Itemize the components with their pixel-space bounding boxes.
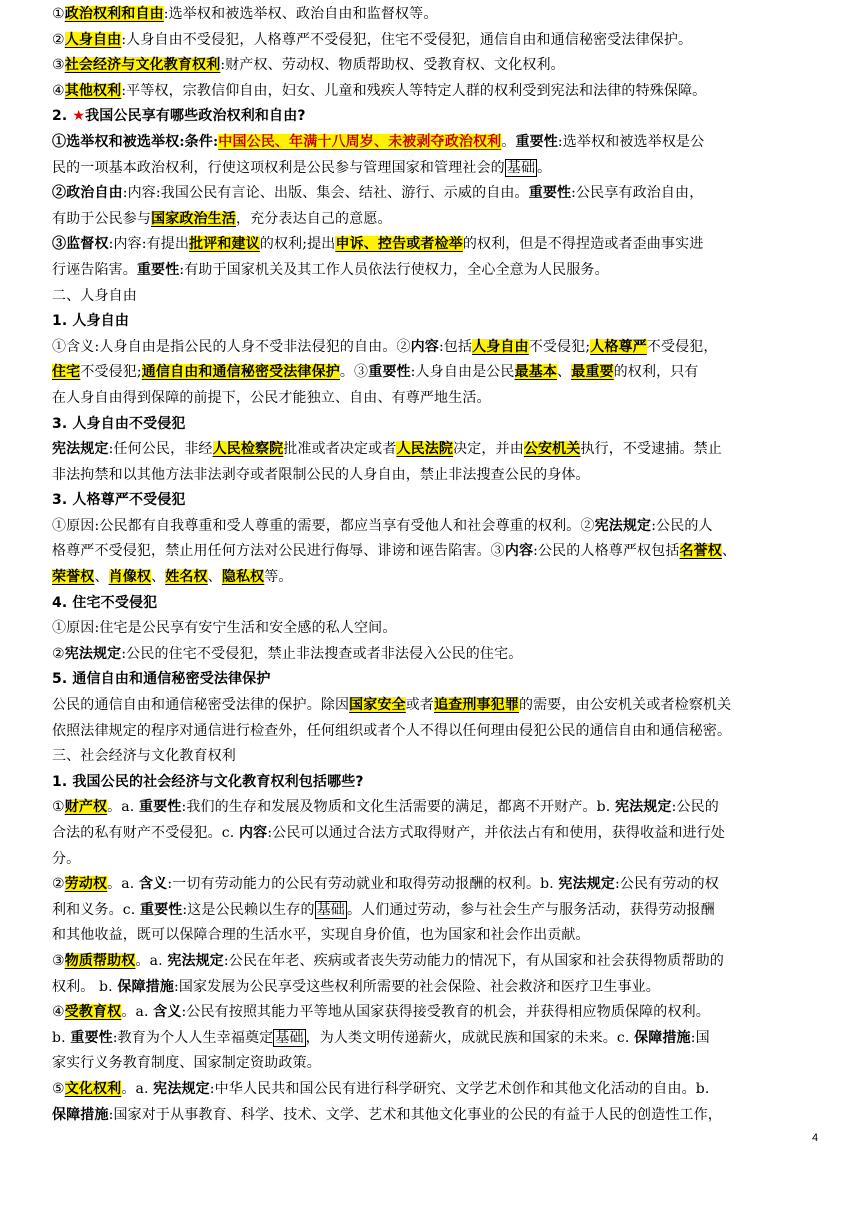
text-span: 重要性 [136,261,180,278]
text-span: 宪法规定 [153,1080,210,1097]
text-span: 民的一项基本政治权利，行使这项权利是公民参与管理国家和管理社会的 [52,159,505,176]
text-line [52,744,812,770]
boxed-term: 基础 [316,901,345,918]
text-span: ⑤ [52,1080,65,1097]
text-span: 家实行义务教育制度、国家制定资助政策。 [52,1055,321,1072]
text-line [52,642,812,668]
text-span: ④ [52,1004,65,1021]
text-span: 宪法规定 [64,645,122,662]
highlighted-term: 住宅 [52,364,81,381]
text-span: 。③ [339,364,369,381]
text-span: 的权利，只有 [613,364,699,381]
text-span: 3. 人身自由不受侵犯 [52,415,186,432]
text-line [52,28,812,54]
text-line [52,565,812,591]
page-number: 4 [812,1132,819,1144]
text-span: 分。 [52,850,81,867]
text-line [52,898,812,924]
text-span: 、 [721,543,737,560]
text-line [52,79,812,105]
text-span: 内容 [239,825,268,841]
highlighted-term: 申诉、控告或者检举 [335,236,463,253]
text-span: 重要性 [139,901,183,918]
text-span: :国家发展为公民享受这些权利所需要的社会保险、社会救济和医疗卫生事业。 [173,978,660,995]
text-span: :公民享有政治自由， [571,185,704,202]
text-span: 重要性 [368,364,411,381]
text-span: 保障措施 [117,978,174,995]
highlighted-term: 财产权 [64,799,108,816]
text-span: 的权利;提出 [259,236,336,253]
highlighted-term: 物质帮助权 [64,952,136,969]
text-span: 。 [501,133,516,150]
text-span: :选举权和被选举权是公 [557,133,705,150]
highlighted-term: 国家安全 [349,697,406,714]
highlighted-term: 人民法院 [396,441,454,458]
text-span: 2. [52,108,73,125]
text-span: 。人们通过劳动，参与社会生产与服务活动，获得劳动报酬 [346,901,715,918]
text-span: 宪法规定 [558,876,616,893]
text-span: ，为人类文明传递薪火，成就民族和国家的未来。c. [305,1029,635,1046]
text-span: 行诬告陷害。 [52,261,137,278]
highlighted-term: 其他权利 [64,82,122,99]
text-span: :一切有劳动能力的公民有劳动就业和取得劳动报酬的权利。b. [167,876,559,893]
text-span: :财产权、劳动权、物质帮助权、受教育权、文化权利。 [220,57,565,74]
text-span: ③ [52,57,65,74]
text-span: 。a. [121,1080,154,1097]
text-span: :内容:有提出 [108,236,190,253]
text-span: :我们的生存和发展及物质和文化生活需要的满足，都离不开财产。b. [181,799,615,816]
text-line [52,53,812,79]
text-span: :有助于国家机关及其工作人员依法行使权力，全心全意为人民服务。 [179,261,609,278]
text-span: ① [52,6,65,22]
text-span: 不受侵犯; [80,364,142,381]
text-span: 的权利，但是不得捏造或者歪曲事实进 [462,236,704,253]
text-span: :国 [690,1029,710,1046]
text-span: 宪法规定 [167,952,224,969]
text-span: :公民有劳动的权 [615,876,719,893]
boxed-term: 基础 [275,1029,304,1046]
text-span: :公民可以通过合法方式取得财产，并依法占有和使用，获得收益和进行处 [267,825,725,841]
text-span: 5. 通信自由和通信秘密受法律保护 [52,671,271,688]
text-line [52,591,812,617]
text-line [52,923,812,949]
text-span: :公民的 [671,799,719,816]
highlighted-term: 受教育权 [64,1004,122,1021]
text-span: :公民有按照其能力平等地从国家获得接受教育的机会，并获得相应物质保障的权利。 [181,1004,710,1021]
text-span: 执行，不受逮捕。禁止 [580,441,722,458]
text-span: 权利。 b. [52,978,118,995]
text-span: ② [52,876,65,893]
text-span: 重要性 [139,799,182,816]
text-span: 、 [557,364,572,381]
text-span: :中华人民共和国公民有进行科学研究、文学艺术创作和其他文化活动的自由。b. [209,1080,710,1097]
text-line [52,847,812,873]
text-span: 有助于公民参与 [52,210,152,227]
text-span: 含义 [153,1004,182,1021]
highlighted-term: 批评和建议 [189,236,260,253]
text-span: 内容 [410,338,439,355]
text-line [52,130,812,156]
text-span: :这是公民赖以生存的 [182,901,315,918]
highlighted-term: 文化权利 [64,1080,122,1097]
text-span: 、 [207,569,222,586]
text-span: 。a. [121,1004,154,1021]
text-span: ①选举权和被选举权 [52,133,180,150]
text-span: 的需要，由公安机关或者检察机关 [518,697,732,714]
highlighted-term: 最重要 [571,364,614,381]
text-span: 1. 我国公民的社会经济与文化教育权利包括哪些? [52,773,364,790]
highlighted-term: 人民检察院 [212,441,284,458]
text-span: 重要性 [515,133,558,150]
text-line [52,770,812,796]
text-line [52,360,812,386]
text-span: b. [52,1029,71,1046]
text-line [52,1103,812,1129]
highlighted-term: 通信自由和通信秘密受法律保护 [141,364,340,381]
text-line [52,693,812,719]
text-span: 、 [151,569,166,586]
text-span: 重要性 [70,1029,113,1046]
text-span: 3. 人格尊严不受侵犯 [52,492,186,509]
text-span: ②政治自由 [52,185,123,202]
text-span: :公民的人 [651,517,713,534]
highlighted-term: 追查刑事犯罪 [434,697,519,714]
text-span: 等。 [264,569,293,586]
text-span: 。 [537,159,552,176]
text-span: :任何公民，非经 [108,441,213,458]
text-span: 内容 [504,543,534,560]
text-line [52,309,812,335]
text-line [52,616,812,642]
text-span: 二、人身自由 [52,287,137,304]
text-span: 不受侵犯， [646,338,718,355]
text-line [52,488,812,514]
text-span: 重要性 [528,185,572,202]
text-span: ② [52,645,65,662]
text-span: :人身自由是公民 [410,364,515,381]
text-line [52,412,812,438]
text-span: ③监督权 [52,236,109,253]
highlighted-term: 名誉权 [679,543,722,560]
text-span: 保障措施 [52,1106,109,1123]
text-span: :内容:我国公民有言论、出版、集会、结社、游行、示威的自由。 [122,185,529,202]
highlighted-term: 人格尊严 [590,338,647,355]
text-span: 不受侵犯; [528,338,591,355]
text-line [52,514,812,540]
text-span: 在人身自由得到保障的前提下，公民才能独立、自由、有尊严地生活。 [52,389,491,406]
text-span: ★ [72,108,86,125]
text-line [52,795,812,821]
text-line [52,181,812,207]
text-line [52,284,812,310]
text-span: 和其他收益，既可以保障合理的生活水平，实现自身价值，也为国家和社会作出贡献。 [52,927,590,944]
text-span: ① [52,799,65,816]
highlighted-term: 人身自由 [64,31,122,48]
highlighted-term: 公安机关 [523,441,581,458]
text-span: :人身自由不受侵犯，人格尊严不受侵犯，住宅不受侵犯，通信自由和通信秘密受法律保护。 [121,31,693,48]
highlighted-term: 劳动权 [64,876,108,893]
text-line [52,667,812,693]
text-line [52,437,812,463]
text-line [52,386,812,412]
text-line [52,1077,812,1103]
text-span: 。a. [135,952,168,969]
text-line [52,2,812,28]
text-line [52,156,812,182]
text-span: 三、社会经济与文化教育权利 [52,748,236,765]
text-span: 非法拘禁和以其他方法非法剥夺或者限制公民的人身自由，禁止非法搜查公民的身体。 [52,466,590,483]
text-span: :平等权，宗教信仰自由，妇女、儿童和残疾人等特定人群的权利受到宪法和法律的特殊保障。 [121,82,707,99]
text-line [52,821,812,847]
text-span: 、 [94,569,109,586]
document-body [52,2,812,1128]
text-span: 。a. [107,876,140,893]
text-line [52,872,812,898]
text-span: 利和义务。c. [52,901,140,918]
text-line [52,104,812,130]
text-span: 。a. [107,799,140,816]
highlighted-term: 中国公民、年满十八周岁、未被剥夺政治权利 [218,133,502,150]
text-span: 公民的通信自由和通信秘密受法律的保护。除因 [52,697,350,714]
text-line [52,975,812,1001]
text-span: :包括 [438,338,473,355]
text-span: 保障措施 [634,1029,691,1046]
text-span: 合法的私有财产不受侵犯。c. [52,825,239,841]
text-line [52,719,812,745]
text-span: 4. 住宅不受侵犯 [52,594,158,611]
text-line [52,1026,812,1052]
highlighted-term: 隐私权 [221,569,265,586]
highlighted-term: 国家政治生活 [151,210,236,227]
text-span: ，充分表达自己的意愿。 [235,210,392,227]
highlighted-term: 人身自由 [472,338,529,355]
highlighted-term: 荣誉权 [52,569,95,586]
text-line [52,949,812,975]
text-span: ①原因:公民都有自我尊重和受人尊重的需要，都应当享有受他人和社会尊重的权利。② [52,517,595,534]
text-span: 宪法规定 [615,799,672,816]
text-span: ② [52,31,65,48]
text-line [52,258,812,284]
text-line [52,207,812,233]
text-span: :公民的人格尊严权包括 [533,543,680,560]
highlighted-term: 肖像权 [108,569,152,586]
text-span: 宪法规定 [52,441,109,458]
text-span: ③ [52,952,65,969]
text-span: ④ [52,82,65,99]
text-span: 1. 人身自由 [52,313,129,330]
text-span: 宪法规定 [594,517,652,534]
text-span: 决定，并由 [453,441,524,458]
text-span: 我国公民享有哪些政治权利和自由? [85,108,306,125]
text-line [52,1000,812,1026]
text-span: ①含义:人身自由是指公民的人身不受非法侵犯的自由。② [52,338,411,355]
text-span: :选举权和被选举权、政治自由和监督权等。 [163,6,438,22]
text-line [52,1051,812,1077]
text-span: 格尊严不受侵犯，禁止用任何方法对公民进行侮辱、诽谤和诬告陷害。③ [52,543,505,560]
text-span: 依照法律规定的程序对通信进行检查外，任何组织或者个人不得以任何理由侵犯公民的通信自由和通信秘密。 [52,722,732,739]
highlighted-term: 姓名权 [165,569,208,586]
text-line [52,539,812,565]
text-span: 批准或者决定或者 [283,441,397,458]
highlighted-term: 政治权利和自由 [64,6,164,22]
text-span: :教育为个人人生幸福奠定 [112,1029,274,1046]
text-span: ①原因:住宅是公民享有安宁生活和安全感的私人空间。 [52,620,397,637]
text-span: :公民在年老、疾病或者丧失劳动能力的情况下，有从国家和社会获得物质帮助的 [223,952,725,969]
text-span: 含义 [139,876,168,893]
text-span: :公民的住宅不受侵犯，禁止非法搜查或者非法侵入公民的住宅。 [121,645,523,662]
text-span: :国家对于从事教育、科学、技术、文学、艺术和其他文化事业的公民的有益于人民的创造性工作， [108,1106,722,1123]
boxed-term: 基础 [506,159,536,176]
text-line [52,463,812,489]
text-line [52,335,812,361]
highlighted-term: 最基本 [514,364,558,381]
text-line [52,232,812,258]
text-span: 或者 [405,697,435,714]
highlighted-term: 社会经济与文化教育权利 [64,57,221,74]
text-span: :条件: [179,133,219,150]
